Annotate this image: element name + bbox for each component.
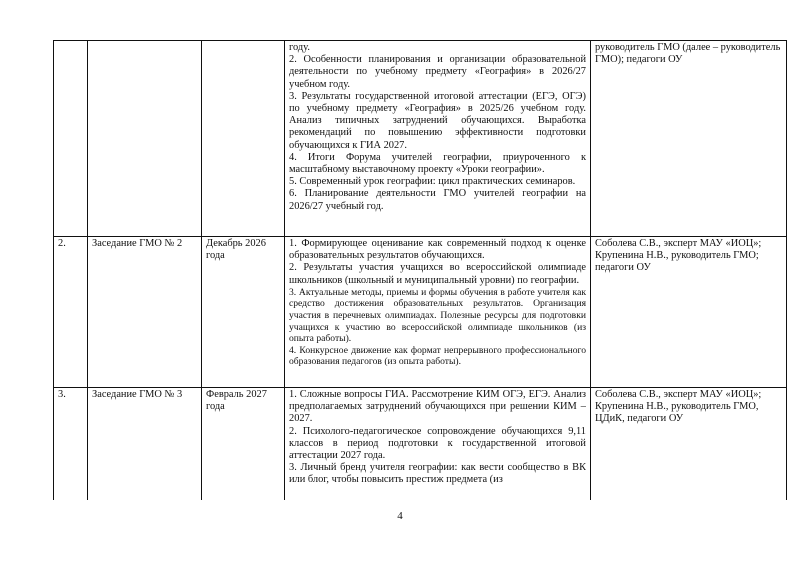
topic-item: 6. Планирование деятельности ГМО учителей географии на 2026/27 учебный год.: [289, 188, 586, 212]
event-responsible: руководитель ГМО (далее – руководитель ГМО); педагоги ОУ: [591, 41, 787, 237]
page-number: 4: [397, 510, 403, 522]
topic-item: 1. Сложные вопросы ГИА. Рассмотрение КИМ ОГЭ, ЕГЭ. Анализ предполагаемых затруднений обучающихся при решении КИМ – 2027.: [289, 389, 586, 425]
topic-item: 3. Результаты государственной итоговой аттестации (ЕГЭ, ОГЭ) по учебному предмету «География» в 2025/26 учебном году. Анализ типичных затруднений обучающихся. Выработка рекомендаций по повышению эффективности подготовки обучающихся к ГИА 2027.: [289, 90, 586, 151]
event-topics: [285, 41, 591, 237]
topic-item: 2. Особенности планирования и организации образовательной деятельности по учебному предмету «География» в 2026/27 учебном году.: [289, 54, 586, 90]
event-date: Декабрь 2026 года: [202, 237, 285, 388]
topic-item: 3. Личный бренд учителя географии: как вести сообщество в ВК или блог, чтобы повысить престиж предмета (из: [289, 462, 586, 486]
event-date: Февраль 2027 года: [202, 388, 285, 501]
topic-item: 3. Актуальные методы, приемы и формы обучения в работе учителя как средство достижения образовательных результатов. Организация участия в перечневых олимпиадах. Полезные ресурсы для подготовки учащихся к участию во всероссийской олимпиаде школьников (из опыта работы).: [289, 286, 586, 345]
event-name: Заседание ГМО № 2: [88, 237, 202, 388]
event-name: Заседание ГМО № 3: [88, 388, 202, 501]
table-row: [54, 388, 787, 501]
row-number: 2.: [54, 237, 88, 388]
topic-item: 1. Формирующее оценивание как современный подход к оценке образовательных результатов обучающихся.: [289, 238, 586, 262]
topic-item: 5. Современный урок географии: цикл практических семинаров.: [289, 176, 576, 188]
row-number: 3.: [54, 388, 88, 501]
topic-item: 2. Результаты участия учащихся во всероссийской олимпиаде школьников (школьный и муниципальный уровни) по географии.: [289, 262, 586, 286]
row-number: [54, 41, 88, 237]
event-topics: [285, 388, 591, 501]
topic-item: году.: [289, 42, 310, 53]
topic-item: 4. Конкурсное движение как формат непрерывного профессионального образования педагогов (из опыта работы).: [289, 344, 586, 368]
event-responsible: Соболева С.В., эксперт МАУ «ИОЦ»; Крупенина Н.В., руководитель ГМО, ЦДиК, педагоги ОУ: [591, 388, 787, 501]
topic-item: 2. Психолого-педагогическое сопровождение обучающихся 9,11 классов в период подготовки к государственной итоговой аттестации 2027 года.: [289, 425, 586, 462]
table-row: [54, 237, 787, 388]
event-date: [202, 41, 285, 237]
table-row: [54, 41, 787, 237]
event-responsible: Соболева С.В., эксперт МАУ «ИОЦ»; Крупенина Н.В., руководитель ГМО; педагоги ОУ: [591, 237, 787, 388]
topic-item: 4. Итоги Форума учителей географии, приуроченного к масштабному выставочному проекту «Уроки географии».: [289, 151, 586, 176]
event-name: [88, 41, 202, 237]
event-topics: [285, 237, 591, 388]
event-plan-table: [53, 40, 787, 500]
